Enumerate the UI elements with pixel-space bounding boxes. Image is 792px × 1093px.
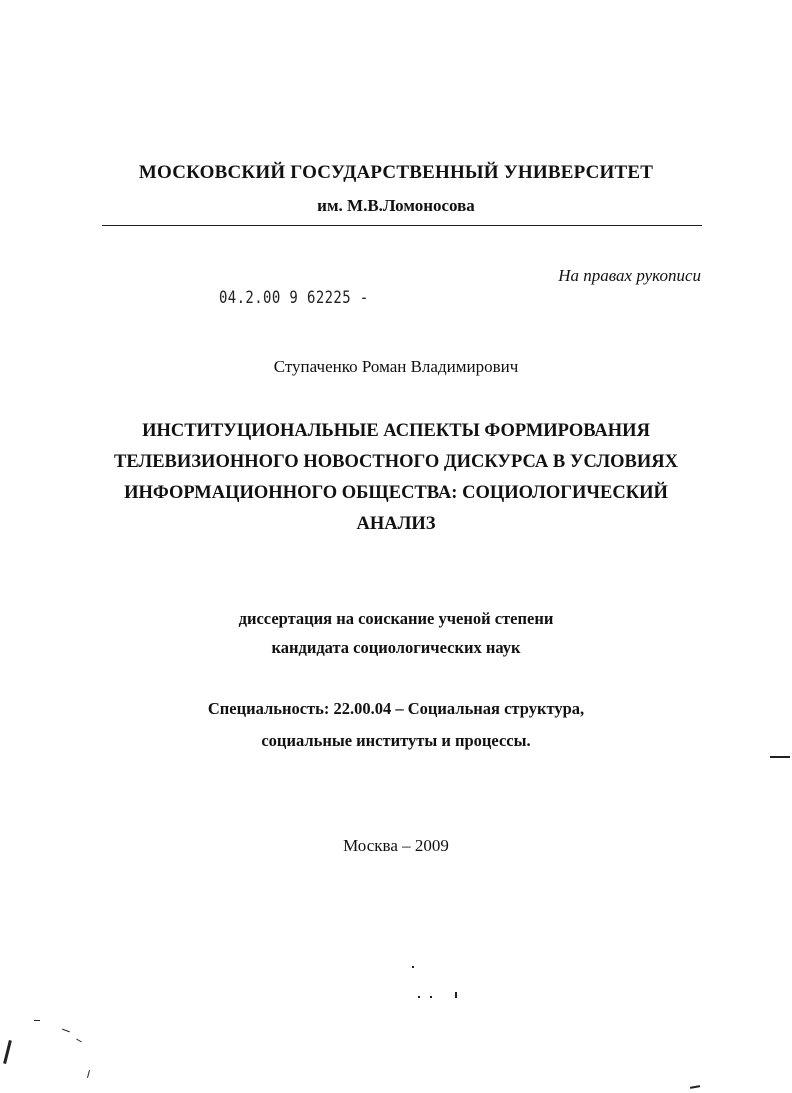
title-line: ИНФОРМАЦИОННОГО ОБЩЕСТВА: СОЦИОЛОГИЧЕСКИЙ (124, 483, 668, 503)
scan-artifact-curl (690, 1085, 700, 1088)
scan-artifact-speck (412, 966, 414, 968)
dissertation-title (0, 416, 792, 540)
scan-artifact-speck (455, 992, 457, 998)
university-name: МОСКОВСКИЙ ГОСУДАРСТВЕННЫЙ УНИВЕРСИТЕТ (138, 162, 654, 183)
scan-artifact-speck (62, 1029, 70, 1033)
scan-artifact-speck (430, 996, 432, 998)
scan-artifact-slash (3, 1040, 12, 1064)
header-divider (102, 225, 702, 226)
degree-line: диссертация на соискание ученой степени (238, 609, 554, 628)
author-name: Ступаченко Роман Владимирович (273, 357, 519, 376)
specialty-line: социальные институты и процессы. (261, 731, 531, 750)
specialty-line: Специальность: 22.00.04 – Социальная структура, (207, 699, 585, 718)
scan-artifact-speck (34, 1020, 40, 1021)
scan-artifact-speck (87, 1070, 90, 1078)
title-line: ТЕЛЕВИЗИОННОГО НОВОСТНОГО ДИСКУРСА В УСЛОВИЯХ (114, 452, 678, 472)
scan-artifact-dash (770, 756, 790, 758)
manuscript-rights-note: На правах рукописи (558, 266, 701, 285)
degree-statement (0, 604, 792, 662)
scan-artifact-speck (76, 1039, 82, 1043)
title-line: ИНСТИТУЦИОНАЛЬНЫЕ АСПЕКТЫ ФОРМИРОВАНИЯ (142, 421, 650, 441)
archive-number-stamp: 04.2.00 9 62225 - (219, 288, 369, 308)
place-and-year: Москва – 2009 (343, 836, 449, 855)
degree-line: кандидата социологических наук (271, 638, 521, 657)
university-named-after: им. М.В.Ломоносова (317, 196, 475, 215)
scan-artifact-speck (418, 996, 420, 998)
specialty-statement (0, 693, 792, 757)
title-line: АНАЛИЗ (356, 514, 436, 534)
